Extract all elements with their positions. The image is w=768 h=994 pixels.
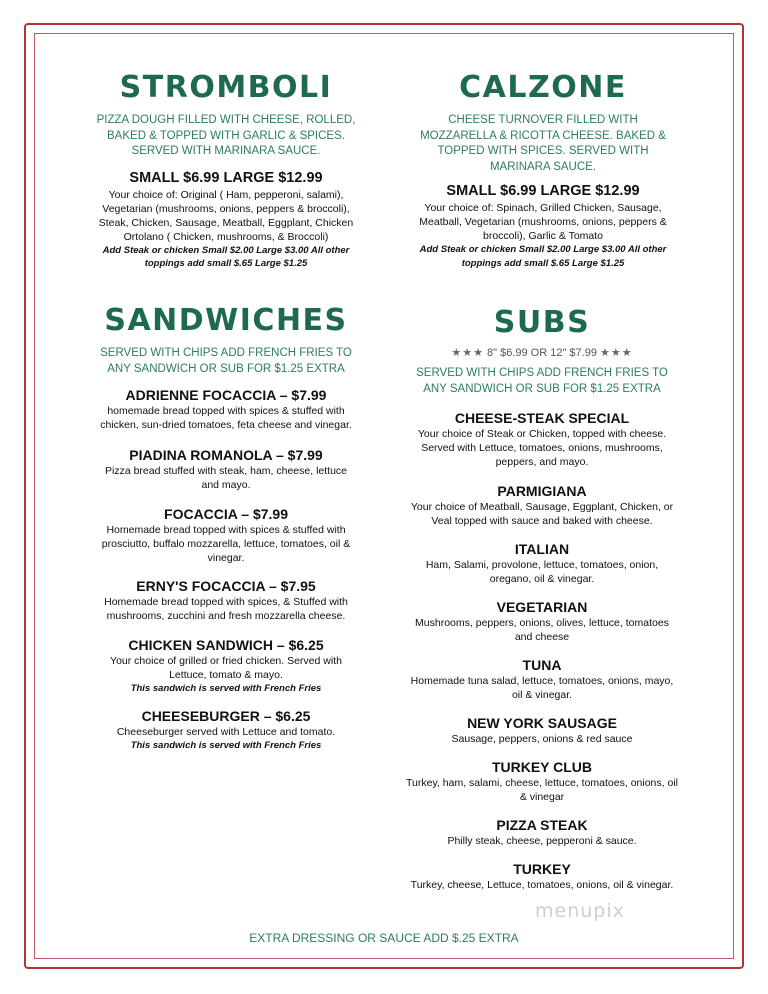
stromboli-heading: STROMBOLI bbox=[119, 70, 333, 105]
sandwich-desc: Cheeseburger served with Lettuce and tomato. bbox=[116, 726, 336, 738]
subs-heading: SUBS bbox=[493, 305, 591, 340]
sub-item bbox=[406, 482, 678, 528]
stromboli-description: PIZZA DOUGH FILLED WITH CHEESE, ROLLED, BAKED & TOPPED WITH GARLIC & SPICES. SERVED WITH MARINARA SAUCE. bbox=[96, 114, 356, 157]
sub-item bbox=[406, 598, 678, 644]
sandwich-desc: homemade bread topped with spices & stuffed with chicken, sun-dried tomatoes, feta cheese and vinegar. bbox=[100, 405, 352, 431]
sub-desc: Philly steak, cheese, pepperoni & sauce. bbox=[447, 835, 637, 847]
sub-title: TUNA bbox=[522, 657, 562, 673]
sandwich-desc: Pizza bread stuffed with steak, ham, cheese, lettuce and mayo. bbox=[104, 465, 348, 491]
sub-item bbox=[406, 816, 678, 848]
sandwiches-heading: SANDWICHES bbox=[104, 303, 348, 338]
subs-sizes: 8" $6.99 OR 12" $7.99 bbox=[487, 347, 597, 359]
sandwiches-section bbox=[95, 303, 357, 753]
calzone-description: CHEESE TURNOVER FILLED WITH MOZZARELLA & RICOTTA CHEESE. BAKED & TOPPED WITH SPICES. SERVED WITH MARINARA SAUCE. bbox=[420, 114, 666, 173]
sub-desc: Turkey, ham, salami, cheese, lettuce, tomatoes, onions, oil & vinegar bbox=[406, 777, 678, 803]
sub-item bbox=[406, 409, 678, 469]
sub-desc: Ham, Salami, provolone, lettuce, tomatoes, onion, oregano, oil & vinegar. bbox=[425, 559, 659, 585]
sandwich-title: CHICKEN SANDWICH – $6.25 bbox=[128, 637, 324, 653]
sub-desc: Your choice of Meatball, Sausage, Eggplant, Chicken, or Veal topped with sauce and baked with cheese. bbox=[410, 501, 674, 527]
star-icons: ★★★ bbox=[600, 347, 633, 359]
sub-title: TURKEY bbox=[513, 861, 571, 877]
sub-item bbox=[406, 860, 678, 892]
sandwich-desc: Homemade bread topped with spices & stuffed with prosciutto, buffalo mozzarella, lettuce, tomatoes, oil & vinegar. bbox=[101, 524, 351, 564]
stromboli-section bbox=[95, 70, 357, 271]
calzone-section bbox=[412, 70, 674, 270]
footer-note: EXTRA DRESSING OR SAUCE ADD $.25 EXTRA bbox=[249, 931, 519, 945]
sub-title: ITALIAN bbox=[514, 541, 570, 557]
sub-item bbox=[406, 656, 678, 702]
calzone-heading: CALZONE bbox=[459, 70, 627, 105]
sandwich-item bbox=[95, 446, 357, 492]
calzone-note: Add Steak or chicken Small $2.00 Large $3.00 All other toppings add small $.65 Large $1.25 bbox=[419, 244, 667, 269]
sandwich-note: This sandwich is served with French Fries bbox=[130, 740, 322, 751]
sandwich-item bbox=[95, 505, 357, 565]
sub-item bbox=[406, 758, 678, 804]
sub-desc: Turkey, cheese, Lettuce, tomatoes, onions, oil & vinegar. bbox=[410, 879, 674, 891]
sandwich-desc: Homemade bread topped with spices, & Stuffed with mushrooms, zucchini and fresh mozzarella cheese. bbox=[104, 596, 348, 622]
stromboli-note: Add Steak or chicken Small $2.00 Large $3.00 All other toppings add small $.65 Large $1.25 bbox=[102, 244, 350, 269]
sandwich-title: FOCACCIA – $7.99 bbox=[164, 506, 288, 522]
sandwich-title: ERNY'S FOCACCIA – $7.95 bbox=[136, 578, 316, 594]
subs-sizes-line bbox=[406, 346, 678, 360]
sub-desc: Mushrooms, peppers, onions, olives, lettuce, tomatoes and cheese bbox=[415, 617, 669, 643]
calzone-price: SMALL $6.99 LARGE $12.99 bbox=[446, 183, 640, 199]
sub-title: PARMIGIANA bbox=[497, 483, 587, 499]
sub-title: PIZZA STEAK bbox=[496, 817, 588, 833]
stromboli-price: SMALL $6.99 LARGE $12.99 bbox=[129, 169, 323, 186]
sub-title: NEW YORK SAUSAGE bbox=[467, 715, 617, 731]
sub-desc: Homemade tuna salad, lettuce, tomatoes, onions, mayo, oil & vinegar. bbox=[410, 675, 674, 701]
sandwich-item bbox=[95, 577, 357, 623]
menupix-watermark: menupix bbox=[535, 900, 625, 922]
subs-section bbox=[406, 305, 678, 895]
sandwich-note: This sandwich is served with French Fries bbox=[130, 683, 322, 694]
sandwich-item bbox=[95, 386, 357, 432]
subs-intro: SERVED WITH CHIPS ADD FRENCH FRIES TO ANY SANDWICH OR SUB FOR $1.25 EXTRA bbox=[416, 367, 668, 395]
sandwich-title: ADRIENNE FOCACCIA – $7.99 bbox=[125, 387, 327, 403]
sandwich-item bbox=[95, 636, 357, 696]
sub-item bbox=[406, 714, 678, 746]
sub-desc: Sausage, peppers, onions & red sauce bbox=[451, 733, 633, 745]
sandwich-title: PIADINA ROMANOLA – $7.99 bbox=[129, 447, 323, 463]
calzone-choices: Your choice of: Spinach, Grilled Chicken, Sausage, Meatball, Vegetarian (mushrooms, onions, peppers & broccoli), Garlic & Tomato bbox=[419, 202, 667, 242]
sub-title: CHEESE-STEAK SPECIAL bbox=[454, 410, 630, 426]
sub-title: TURKEY CLUB bbox=[491, 759, 593, 775]
sub-title: VEGETARIAN bbox=[496, 599, 588, 615]
sandwich-desc: Your choice of grilled or fried chicken. Served with Lettuce, tomato & mayo. bbox=[110, 655, 342, 681]
sandwiches-intro: SERVED WITH CHIPS ADD FRENCH FRIES TO ANY SANDWICH OR SUB FOR $1.25 EXTRA bbox=[100, 347, 352, 375]
sandwich-item bbox=[95, 707, 357, 753]
star-icons: ★★★ bbox=[451, 347, 484, 359]
stromboli-choices: Your choice of: Original ( Ham, pepperoni, salami), Vegetarian (mushrooms, onions, peppers & broccoli), Steak, Chicken, Sausage, Meatball, Eggplant, Chicken Ortolano ( Chicken, mushrooms, & Broccoli) bbox=[98, 188, 354, 243]
sandwich-title: CHEESEBURGER – $6.25 bbox=[141, 708, 311, 724]
sub-item bbox=[406, 540, 678, 586]
sub-desc: Your choice of Steak or Chicken, topped with cheese. Served with Lettuce, tomatoes, onions, mushrooms, peppers, and mayo. bbox=[417, 428, 667, 468]
